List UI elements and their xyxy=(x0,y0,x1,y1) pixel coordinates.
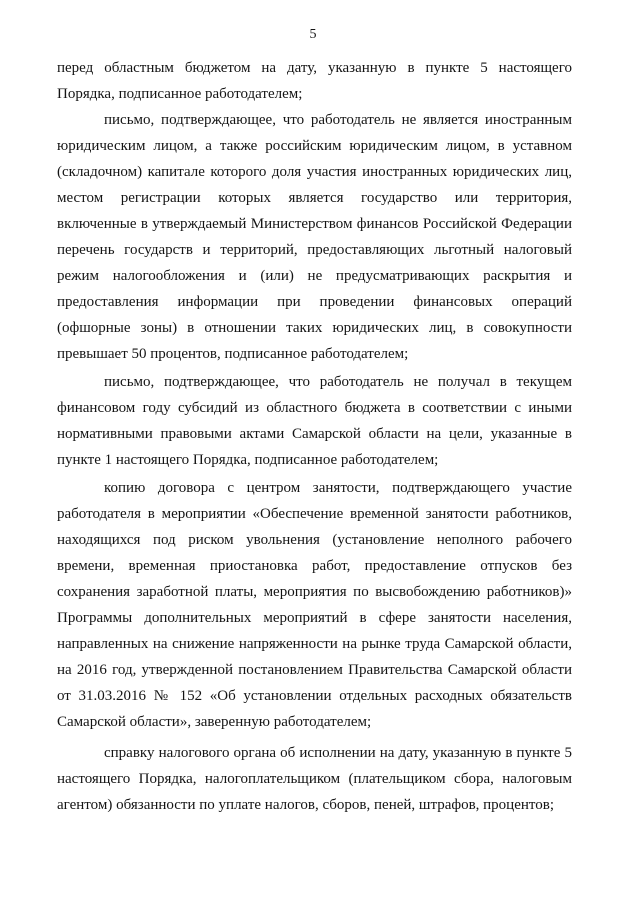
text-line: перед областным бюджетом на дату, указанную в пункте 5 настоящего xyxy=(57,60,572,76)
text-line: местом регистрации которых является государство или территория, xyxy=(57,190,572,206)
document-body xyxy=(57,55,572,818)
text-line: превышает 50 процентов, подписанное работодателем; xyxy=(57,346,409,362)
text-line: сохранения заработной платы, мероприятия по высвобождению работников)» xyxy=(57,584,572,600)
text-line: копию договора с центром занятости, подтверждающего участие xyxy=(104,480,572,496)
text-line: пункте 1 настоящего Порядка, подписанное работодателем; xyxy=(57,452,439,468)
text-line: Самарской области», заверенную работодателем; xyxy=(57,714,372,730)
paragraph xyxy=(57,369,572,473)
text-line: работодателя в мероприятии «Обеспечение временной занятости работников, xyxy=(57,506,572,522)
paragraph xyxy=(57,55,572,107)
paragraph xyxy=(57,740,572,818)
text-line: направленных на снижение напряженности на рынке труда Самарской области, xyxy=(57,636,572,652)
text-line: находящихся под риском увольнения (установление неполного рабочего xyxy=(57,532,572,548)
text-line: нормативными правовыми актами Самарской области на цели, указанные в xyxy=(57,426,572,442)
paragraph xyxy=(57,475,572,735)
text-line: настоящего Порядка, налогоплательщиком (плательщиком сбора, налоговым xyxy=(57,771,572,787)
text-line: письмо, подтверждающее, что работодатель не получал в текущем xyxy=(104,374,572,390)
text-line: режим налогообложения и (или) не предусматривающих раскрытия и xyxy=(57,268,572,284)
text-line: финансовом году субсидий из областного бюджета в соответствии с иными xyxy=(57,400,572,416)
text-line: от 31.03.2016 № 152 «Об установлении отдельных расходных обязательств xyxy=(57,688,572,704)
text-line: на 2016 год, утвержденной постановлением Правительства Самарской области xyxy=(57,662,572,678)
text-line: времени, временная приостановка работ, предоставление отпусков без xyxy=(57,558,572,574)
text-line: включенные в утверждаемый Министерством финансов Российской Федерации xyxy=(57,216,572,232)
text-line: справку налогового органа об исполнении на дату, указанную в пункте 5 xyxy=(104,745,572,761)
text-line: Порядка, подписанное работодателем; xyxy=(57,86,303,102)
text-line: Программы дополнительных мероприятий в сфере занятости населения, xyxy=(57,610,572,626)
text-line: юридическим лицом, а также российским юридическим лицом, в уставном xyxy=(57,138,572,154)
text-line: (офшорные зоны) в отношении таких юридических лиц, в совокупности xyxy=(57,320,572,336)
paragraph xyxy=(57,107,572,367)
text-line: (складочном) капитале которого доля участия иностранных юридических лиц, xyxy=(57,164,572,180)
page-number: 5 xyxy=(309,27,317,42)
text-line: предоставления информации при проведении финансовых операций xyxy=(57,294,572,310)
text-line: письмо, подтверждающее, что работодатель не является иностранным xyxy=(104,112,572,128)
text-line: перечень государств и территорий, предоставляющих льготный налоговый xyxy=(57,242,572,258)
text-line: агентом) обязанности по уплате налогов, сборов, пеней, штрафов, процентов; xyxy=(57,797,554,813)
